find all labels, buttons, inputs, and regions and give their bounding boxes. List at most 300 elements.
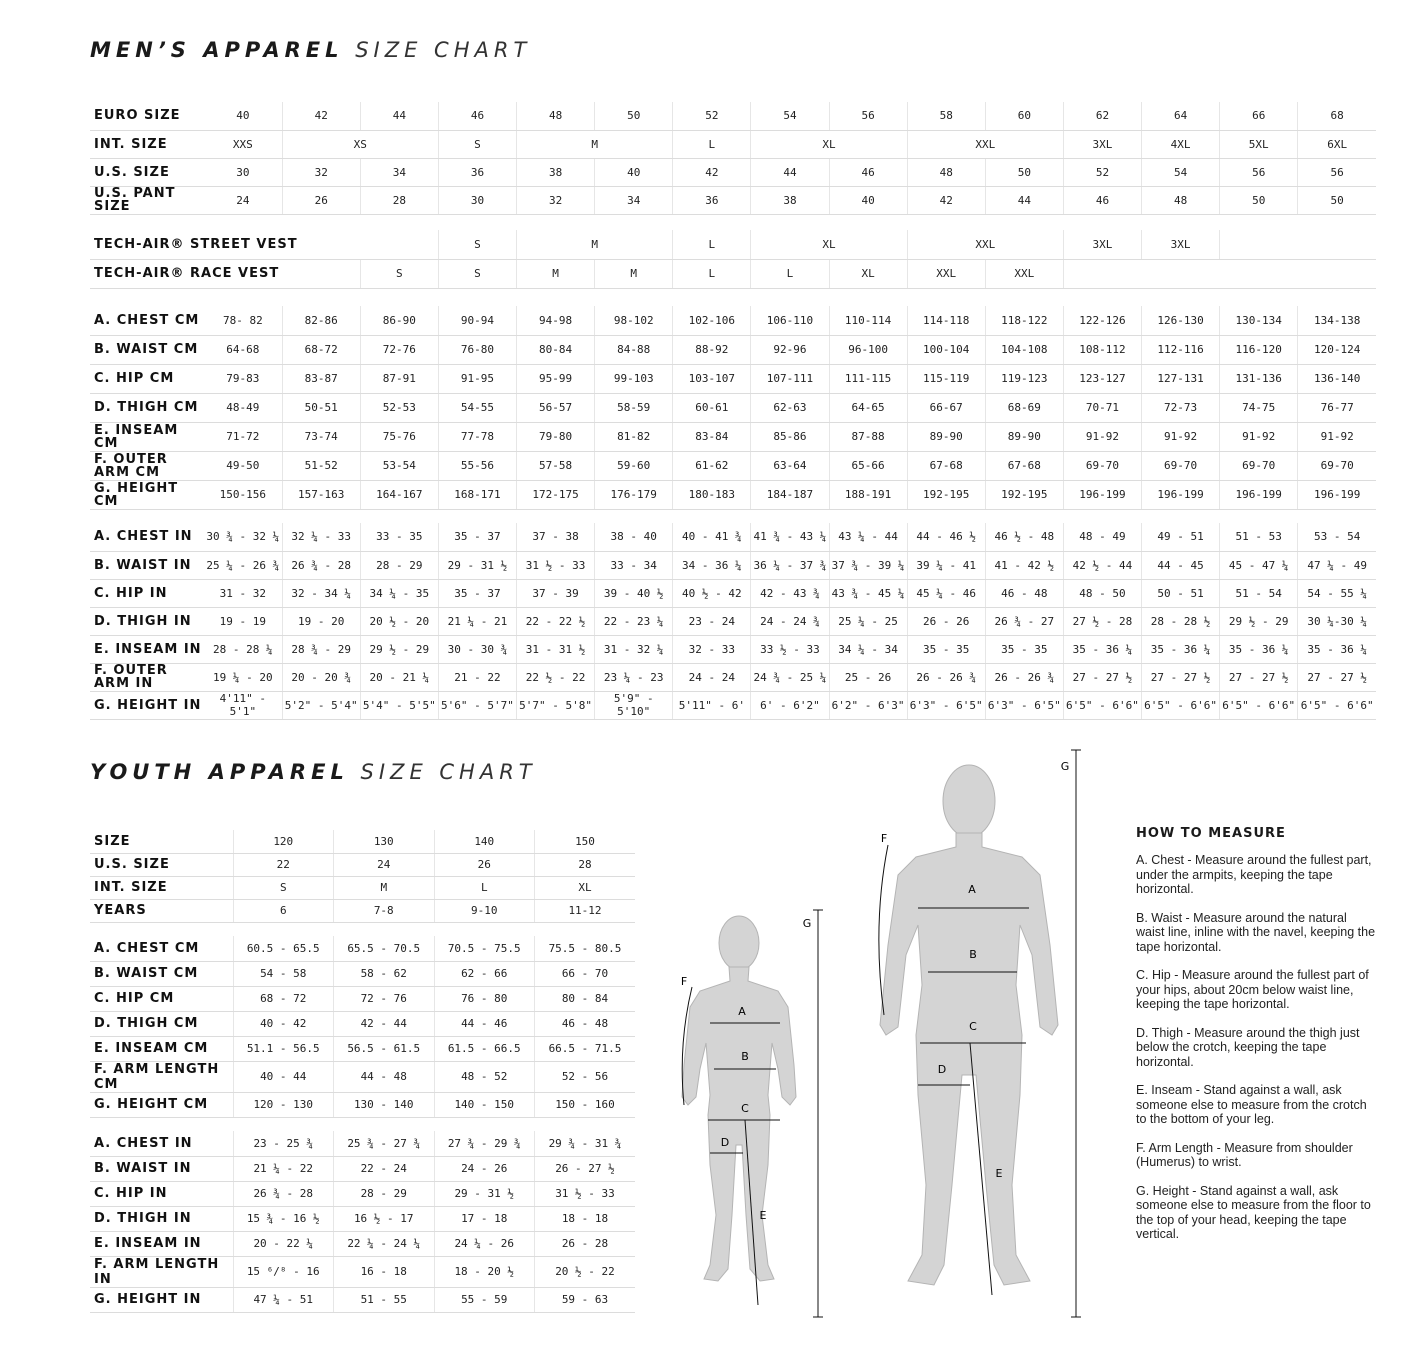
cell: 7-8 [334, 899, 435, 922]
row-us-size [90, 158, 1376, 186]
cell: 157-163 [282, 480, 360, 509]
cell: 46 ½ - 48 [985, 523, 1063, 551]
cell: 68 [1298, 102, 1376, 130]
cell: 91-92 [1220, 422, 1298, 451]
cell: 54-55 [438, 393, 516, 422]
cell: 26 ¾ - 28 [233, 1181, 334, 1206]
row-label: A. CHEST CM [90, 306, 204, 335]
table-row [90, 853, 635, 876]
cell: 5'9" - 5'10" [595, 691, 673, 719]
cell: 34 ¼ - 35 [360, 579, 438, 607]
cell: 11-12 [535, 899, 636, 922]
cell: 20 ½ - 20 [360, 607, 438, 635]
cell: 54 [751, 102, 829, 130]
cell: 80 - 84 [535, 986, 636, 1011]
cell: 19 ¼ - 20 [204, 663, 282, 691]
cell: 18 - 20 ½ [434, 1256, 535, 1287]
cell: 192-195 [907, 480, 985, 509]
cell: 51 - 55 [334, 1287, 435, 1312]
cell: L [673, 259, 751, 288]
cell: 66 - 70 [535, 961, 636, 986]
cell: 72-73 [1142, 393, 1220, 422]
cell: 19 - 20 [282, 607, 360, 635]
cell: 69-70 [1063, 451, 1141, 480]
cell: 89-90 [907, 422, 985, 451]
table-row [90, 986, 635, 1011]
row-label: G. HEIGHT CM [90, 1092, 233, 1117]
cell: 31 ½ - 33 [535, 1181, 636, 1206]
cell: 110-114 [829, 306, 907, 335]
cell: 114-118 [907, 306, 985, 335]
table-row [90, 1231, 635, 1256]
label-a: A [738, 1005, 746, 1018]
row-label: D. THIGH CM [90, 1011, 233, 1036]
cell: 5'4" - 5'5" [360, 691, 438, 719]
table-row [90, 579, 1376, 607]
cell: 115-119 [907, 364, 985, 393]
cell: 6' - 6'2" [751, 691, 829, 719]
cell: 48 - 52 [434, 1061, 535, 1092]
row-label: A. CHEST IN [90, 1131, 233, 1156]
cell: S [360, 259, 438, 288]
cell: XS [282, 130, 438, 158]
cell: 46 - 48 [985, 579, 1063, 607]
cell: 24 ¾ - 25 ¼ [751, 663, 829, 691]
cell: 30 [204, 158, 282, 186]
cell: 38 - 40 [595, 523, 673, 551]
cell: 23 - 25 ¾ [233, 1131, 334, 1156]
how-to-measure-title: HOW TO MEASURE [1136, 826, 1286, 841]
cell: 69-70 [1220, 451, 1298, 480]
cell: M [595, 259, 673, 288]
cell: 27 - 27 ½ [1142, 663, 1220, 691]
cell: 29 ½ - 29 [360, 635, 438, 663]
label-b: B [741, 1050, 749, 1063]
cell: 36 [438, 158, 516, 186]
cell: 130-134 [1220, 306, 1298, 335]
how-item-waist: B. Waist - Measure around the natural waist line, inline with the navel, keeping the tape horizontal. [1136, 910, 1376, 954]
cell: 44 [360, 102, 438, 130]
cell: 69-70 [1142, 451, 1220, 480]
cell: 59 - 63 [535, 1287, 636, 1312]
cell: 196-199 [1142, 480, 1220, 509]
cell: 44 - 45 [1142, 551, 1220, 579]
row-label: E. INSEAM CM [90, 422, 204, 451]
table-row [90, 1181, 635, 1206]
cell: 28 ¾ - 29 [282, 635, 360, 663]
cell: 15 ¾ - 16 ½ [233, 1206, 334, 1231]
cell: 34 - 36 ¼ [673, 551, 751, 579]
cell: 62 [1063, 102, 1141, 130]
cell: 56 [829, 102, 907, 130]
row-label: U.S. SIZE [90, 853, 233, 876]
cell: 32 - 34 ¼ [282, 579, 360, 607]
cell: 6'5" - 6'6" [1298, 691, 1376, 719]
cell: 6'3" - 6'5" [907, 691, 985, 719]
table-row [90, 663, 1376, 691]
cell: 51 - 54 [1220, 579, 1298, 607]
cell: 64 [1142, 102, 1220, 130]
label-c: C [969, 1020, 977, 1033]
row-label: C. HIP CM [90, 364, 204, 393]
cell: 87-91 [360, 364, 438, 393]
cell: 70-71 [1063, 393, 1141, 422]
table-row [90, 607, 1376, 635]
cell: 74-75 [1220, 393, 1298, 422]
cell: 28 - 28 ¼ [204, 635, 282, 663]
cell: S [233, 876, 334, 899]
label-f: F [680, 975, 688, 988]
cell: 41 ¾ - 43 ¼ [751, 523, 829, 551]
table-row [90, 422, 1376, 451]
cell: 42 ½ - 44 [1063, 551, 1141, 579]
table-row [90, 1011, 635, 1036]
cell: 49-50 [204, 451, 282, 480]
cell: 26 [434, 853, 535, 876]
cell: 4'11" - 5'1" [204, 691, 282, 719]
cell: 50 [1298, 186, 1376, 214]
child-figure [681, 910, 823, 1317]
cell: 64-65 [829, 393, 907, 422]
cell: 6'5" - 6'6" [1220, 691, 1298, 719]
cell: 32 [282, 158, 360, 186]
cell: 34 [360, 158, 438, 186]
cell: 76-80 [438, 335, 516, 364]
cell: 80-84 [517, 335, 595, 364]
cell: 65.5 - 70.5 [334, 936, 435, 961]
table-row [90, 1061, 635, 1092]
cell: 66-67 [907, 393, 985, 422]
cell: 84-88 [595, 335, 673, 364]
how-item-hip: C. Hip - Measure around the fullest part of your hips, about 20cm below waist line, keeping the tape horizontal. [1136, 968, 1369, 1011]
table-row [90, 1206, 635, 1231]
cell: 24 - 26 [434, 1156, 535, 1181]
cell: 38 [517, 158, 595, 186]
cell: 62-63 [751, 393, 829, 422]
cell: 33 - 35 [360, 523, 438, 551]
cell: 32 - 33 [673, 635, 751, 663]
cell: 5'11" - 6' [673, 691, 751, 719]
cell: 25 ¼ - 26 ¾ [204, 551, 282, 579]
cell: 50-51 [282, 393, 360, 422]
table-row [90, 364, 1376, 393]
cell: 119-123 [985, 364, 1063, 393]
cell: 16 - 18 [334, 1256, 435, 1287]
cell: 26 - 28 [535, 1231, 636, 1256]
cell: 86-90 [360, 306, 438, 335]
cell: 40 ½ - 42 [673, 579, 751, 607]
cell: 95-99 [517, 364, 595, 393]
cell: 21 ¼ - 22 [233, 1156, 334, 1181]
cell: 55-56 [438, 451, 516, 480]
cell: 83-84 [673, 422, 751, 451]
row-label: F. OUTER ARM IN [90, 663, 204, 691]
cell: 67-68 [985, 451, 1063, 480]
cell: 20 - 20 ¾ [282, 663, 360, 691]
cell: 26 - 26 [907, 607, 985, 635]
cell: 98-102 [595, 306, 673, 335]
cell: 82-86 [282, 306, 360, 335]
cell: 44 [751, 158, 829, 186]
row-label: B. WAIST IN [90, 1156, 233, 1181]
cell: 62 - 66 [434, 961, 535, 986]
cell: 196-199 [1063, 480, 1141, 509]
cell: 71-72 [204, 422, 282, 451]
cell: 47 ¼ - 51 [233, 1287, 334, 1312]
cell: 40 - 42 [233, 1011, 334, 1036]
cell: 120 [233, 830, 334, 853]
cell: 51.1 - 56.5 [233, 1036, 334, 1061]
cell: 42 [907, 186, 985, 214]
row-label: A. CHEST CM [90, 936, 233, 961]
cell: 37 - 39 [517, 579, 595, 607]
cell: 88-92 [673, 335, 751, 364]
cell: 6'2" - 6'3" [829, 691, 907, 719]
cell: 56 [1298, 158, 1376, 186]
cell: 35 - 37 [438, 523, 516, 551]
cell: 26 ¾ - 27 [985, 607, 1063, 635]
row-euro-size [90, 102, 1376, 130]
cell: 29 ½ - 29 [1220, 607, 1298, 635]
row-label: B. WAIST CM [90, 335, 204, 364]
cell: 46 [1063, 186, 1141, 214]
cell: 27 - 27 ½ [1220, 663, 1298, 691]
table-row [90, 523, 1376, 551]
cell: 78- 82 [204, 306, 282, 335]
cell: 19 - 19 [204, 607, 282, 635]
cell: 38 [751, 186, 829, 214]
row-race-vest [90, 259, 1376, 288]
cell: 30 [438, 186, 516, 214]
cell: 130 - 140 [334, 1092, 435, 1117]
row-label: YEARS [90, 899, 233, 922]
cell: 47 ¼ - 49 [1298, 551, 1376, 579]
row-label: G. HEIGHT CM [90, 480, 204, 509]
cell: 104-108 [985, 335, 1063, 364]
cell: 32 [517, 186, 595, 214]
cell: 51-52 [282, 451, 360, 480]
cell: 87-88 [829, 422, 907, 451]
cell: 20 - 21 ¼ [360, 663, 438, 691]
how-item-arm: F. Arm Length - Measure from shoulder (Humerus) to wrist. [1136, 1140, 1353, 1169]
cell: 120 - 130 [233, 1092, 334, 1117]
cell: 60.5 - 65.5 [233, 936, 334, 961]
row-label: F. OUTER ARM CM [90, 451, 204, 480]
cell: 30 ¼-30 ¼ [1298, 607, 1376, 635]
cell: 40 [595, 158, 673, 186]
row-label: EURO SIZE [90, 102, 204, 130]
cell: 39 - 40 ½ [595, 579, 673, 607]
cell: 100-104 [907, 335, 985, 364]
label-g: G [802, 917, 812, 930]
cell: 130 [334, 830, 435, 853]
cell: 22 ¼ - 24 ¼ [334, 1231, 435, 1256]
cell: 140 - 150 [434, 1092, 535, 1117]
cell: 24 [334, 853, 435, 876]
row-int-size [90, 130, 1376, 158]
row-label: E. INSEAM CM [90, 1036, 233, 1061]
cell: 150 - 160 [535, 1092, 636, 1117]
cell: 42 - 43 ¾ [751, 579, 829, 607]
cell: 64-68 [204, 335, 282, 364]
cell: 22 - 24 [334, 1156, 435, 1181]
cell: 192-195 [985, 480, 1063, 509]
cell: 79-83 [204, 364, 282, 393]
cell: 29 ¾ - 31 ¾ [535, 1131, 636, 1156]
cell: M [517, 130, 673, 158]
cell: 120-124 [1298, 335, 1376, 364]
cell: 53 - 54 [1298, 523, 1376, 551]
cell: 92-96 [751, 335, 829, 364]
cell: 96-100 [829, 335, 907, 364]
cell: 35 - 37 [438, 579, 516, 607]
cell: 188-191 [829, 480, 907, 509]
cell: 20 ½ - 22 [535, 1256, 636, 1287]
row-label: C. HIP CM [90, 986, 233, 1011]
how-to-measure [1136, 826, 1376, 1256]
label-a: A [968, 883, 976, 896]
cell: 35 - 36 ¼ [1298, 635, 1376, 663]
cell: 70.5 - 75.5 [434, 936, 535, 961]
cell: 140 [434, 830, 535, 853]
cell: 69-70 [1298, 451, 1376, 480]
cell: 4XL [1142, 130, 1220, 158]
cell: 58-59 [595, 393, 673, 422]
cell: 58 - 62 [334, 961, 435, 986]
cell: 31 ½ - 33 [517, 551, 595, 579]
cell: 6 [233, 899, 334, 922]
row-label: B. WAIST IN [90, 551, 204, 579]
youth-head-rows [90, 830, 635, 922]
cell: L [673, 230, 751, 259]
cell: 196-199 [1298, 480, 1376, 509]
cell: 22 [233, 853, 334, 876]
row-label: G. HEIGHT IN [90, 1287, 233, 1312]
row-label: D. THIGH IN [90, 607, 204, 635]
row-label: E. INSEAM IN [90, 635, 204, 663]
mens-title [90, 38, 531, 62]
cell: 44 [985, 186, 1063, 214]
cell: 43 ¾ - 45 ¼ [829, 579, 907, 607]
cell: 27 ¾ - 29 ¾ [434, 1131, 535, 1156]
cell: 107-111 [751, 364, 829, 393]
cell: 15 ⁶/⁸ - 16 [233, 1256, 334, 1287]
cell: 56-57 [517, 393, 595, 422]
cell: 48 - 49 [1063, 523, 1141, 551]
cell: 28 - 29 [334, 1181, 435, 1206]
cell: 72 - 76 [334, 986, 435, 1011]
cell: 116-120 [1220, 335, 1298, 364]
cell: 34 ¼ - 34 [829, 635, 907, 663]
cell: 23 - 24 [673, 607, 751, 635]
cell: 52 - 56 [535, 1061, 636, 1092]
cell: XL [535, 876, 636, 899]
cell: L [673, 130, 751, 158]
cell: 51 - 53 [1220, 523, 1298, 551]
cell: 6XL [1298, 130, 1376, 158]
cell: 27 ½ - 28 [1063, 607, 1141, 635]
row-label: U.S. SIZE [90, 158, 204, 186]
cell: 46 [829, 158, 907, 186]
cell: 17 - 18 [434, 1206, 535, 1231]
cell: 25 ¾ - 27 ¾ [334, 1131, 435, 1156]
cell: M [334, 876, 435, 899]
cell: 54 - 58 [233, 961, 334, 986]
cell: 20 - 22 ¼ [233, 1231, 334, 1256]
how-item-inseam: E. Inseam - Stand against a wall, ask someone else to measure from the crotch to the bottom of your leg. [1136, 1083, 1367, 1126]
cell: 6'5" - 6'6" [1063, 691, 1141, 719]
cell: 24 ¼ - 26 [434, 1231, 535, 1256]
cell: 99-103 [595, 364, 673, 393]
cell: 3XL [1063, 230, 1141, 259]
label-b: B [969, 948, 977, 961]
cell: 164-167 [360, 480, 438, 509]
cell: 5'2" - 5'4" [282, 691, 360, 719]
cell: 33 - 34 [595, 551, 673, 579]
cell: 102-106 [673, 306, 751, 335]
cell: 91-95 [438, 364, 516, 393]
row-label: C. HIP IN [90, 579, 204, 607]
cell: 63-64 [751, 451, 829, 480]
cell: 81-82 [595, 422, 673, 451]
cell: 36 ¼ - 37 ¾ [751, 551, 829, 579]
cell: 42 [673, 158, 751, 186]
cell: 30 - 30 ¾ [438, 635, 516, 663]
cell: 66 [1220, 102, 1298, 130]
mens-cm-rows [90, 306, 1376, 509]
cell: 48-49 [204, 393, 282, 422]
cell: 42 [282, 102, 360, 130]
cell: 134-138 [1298, 306, 1376, 335]
cell: 25 - 26 [829, 663, 907, 691]
cell: 68-72 [282, 335, 360, 364]
cell: 77-78 [438, 422, 516, 451]
how-item-chest: A. Chest - Measure around the fullest part, under the armpits, keeping the tape horizontal. [1136, 853, 1372, 896]
cell: 44 - 46 [434, 1011, 535, 1036]
cell: 36 [673, 186, 751, 214]
cell: 50 - 51 [1142, 579, 1220, 607]
cell: 26 [282, 186, 360, 214]
cell: 76-77 [1298, 393, 1376, 422]
row-label: INT. SIZE [90, 876, 233, 899]
cell: 46 [438, 102, 516, 130]
row-label: TECH-AIR® STREET VEST [90, 230, 438, 259]
cell: 3XL [1063, 130, 1141, 158]
label-f: F [880, 832, 888, 845]
table-row [90, 480, 1376, 509]
cell: 3XL [1142, 230, 1220, 259]
cell: S [438, 259, 516, 288]
cell: 35 - 36 ¼ [1220, 635, 1298, 663]
cell: 118-122 [985, 306, 1063, 335]
cell: 28 [535, 853, 636, 876]
table-row [90, 1131, 635, 1156]
cell: 59-60 [595, 451, 673, 480]
cell: 61.5 - 66.5 [434, 1036, 535, 1061]
cell: 108-112 [1063, 335, 1141, 364]
cell: 31 - 32 [204, 579, 282, 607]
cell: 103-107 [673, 364, 751, 393]
cell: 176-179 [595, 480, 673, 509]
cell: 31 - 32 ¼ [595, 635, 673, 663]
cell: XXL [985, 259, 1063, 288]
cell: 42 - 44 [334, 1011, 435, 1036]
row-label: SIZE [90, 830, 233, 853]
cell: 43 ¼ - 44 [829, 523, 907, 551]
row-label: D. THIGH CM [90, 393, 204, 422]
cell: 24 - 24 ¾ [751, 607, 829, 635]
cell: M [517, 230, 673, 259]
